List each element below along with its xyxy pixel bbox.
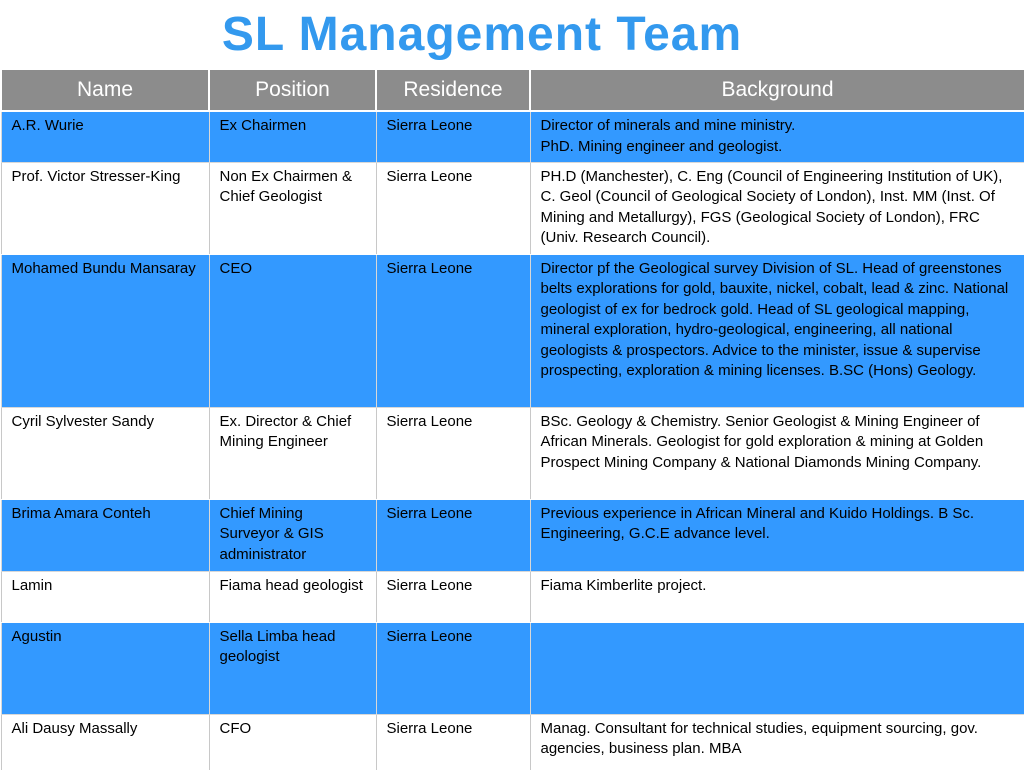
table-row bbox=[1, 622, 1024, 714]
cell-background bbox=[530, 111, 1024, 162]
cell-background: Fiama Kimberlite project. bbox=[530, 571, 1024, 622]
cell-residence: Sierra Leone bbox=[376, 571, 530, 622]
cell-position: Non Ex Chairmen & Chief Geologist bbox=[209, 162, 376, 254]
table-row bbox=[1, 714, 1024, 770]
table-row bbox=[1, 254, 1024, 407]
table-row bbox=[1, 162, 1024, 254]
column-header-residence: Residence bbox=[376, 69, 530, 111]
column-header-background: Background bbox=[530, 69, 1024, 111]
cell-position: CFO bbox=[209, 714, 376, 770]
cell-background: Previous experience in African Mineral and Kuido Holdings. B Sc. Engineering, G.C.E advance level. bbox=[530, 499, 1024, 571]
cell-background: PH.D (Manchester), C. Eng (Council of Engineering Institution of UK), C. Geol (Council of Geological Society of London), Inst. MM (Inst. Of Mining and Metallurgy), FGS (Geological Society of London), FRC (Univ. Research Council). bbox=[530, 162, 1024, 254]
cell-residence: Sierra Leone bbox=[376, 499, 530, 571]
table-row bbox=[1, 111, 1024, 162]
table-row bbox=[1, 571, 1024, 622]
cell-name: Cyril Sylvester Sandy bbox=[1, 407, 209, 499]
cell-name: Lamin bbox=[1, 571, 209, 622]
cell-position: CEO bbox=[209, 254, 376, 407]
table-row bbox=[1, 407, 1024, 499]
column-header-name: Name bbox=[1, 69, 209, 111]
background-line: PhD. Mining engineer and geologist. bbox=[540, 137, 783, 155]
cell-residence: Sierra Leone bbox=[376, 407, 530, 499]
cell-name: Brima Amara Conteh bbox=[1, 499, 209, 571]
cell-position: Fiama head geologist bbox=[209, 571, 376, 622]
cell-background: Director pf the Geological survey Division of SL. Head of greenstones belts explorations for gold, bauxite, nickel, cobalt, lead & zinc. National geologist of ex for bedrock gold. Head of SL geological mapping, mineral exploration, hydro-geological, engineering, all national geologists & prospectors. Advice to the minister, issue & supervise prospecting, exploration & mining licenses. B.SC (Hons) Geology. bbox=[530, 254, 1024, 407]
cell-name: Agustin bbox=[1, 622, 209, 714]
management-table bbox=[0, 68, 1024, 771]
table-row bbox=[1, 499, 1024, 571]
cell-position: Ex. Director & Chief Mining Engineer bbox=[209, 407, 376, 499]
cell-background bbox=[530, 622, 1024, 714]
page-title: SL Management Team bbox=[221, 8, 743, 61]
cell-background: BSc. Geology & Chemistry. Senior Geologist & Mining Engineer of African Minerals. Geologist for gold exploration & mining at Golden Prospect Mining Company & National Diamonds Mining Company. bbox=[530, 407, 1024, 499]
cell-residence: Sierra Leone bbox=[376, 162, 530, 254]
cell-position: Sella Limba head geologist bbox=[209, 622, 376, 714]
cell-name: Prof. Victor Stresser-King bbox=[1, 162, 209, 254]
cell-position: Ex Chairmen bbox=[209, 111, 376, 162]
cell-name: A.R. Wurie bbox=[1, 111, 209, 162]
cell-background: Manag. Consultant for technical studies, equipment sourcing, gov. agencies, business plan. MBA bbox=[530, 714, 1024, 770]
cell-residence: Sierra Leone bbox=[376, 714, 530, 770]
background-line: Director of minerals and mine ministry. bbox=[540, 117, 796, 134]
cell-residence: Sierra Leone bbox=[376, 111, 530, 162]
cell-name: Ali Dausy Massally bbox=[1, 714, 209, 770]
table-header-row bbox=[1, 69, 1024, 111]
cell-residence: Sierra Leone bbox=[376, 254, 530, 407]
cell-name: Mohamed Bundu Mansaray bbox=[1, 254, 209, 407]
cell-residence: Sierra Leone bbox=[376, 622, 530, 714]
cell-position: Chief Mining Surveyor & GIS administrator bbox=[209, 499, 376, 571]
column-header-position: Position bbox=[209, 69, 376, 111]
